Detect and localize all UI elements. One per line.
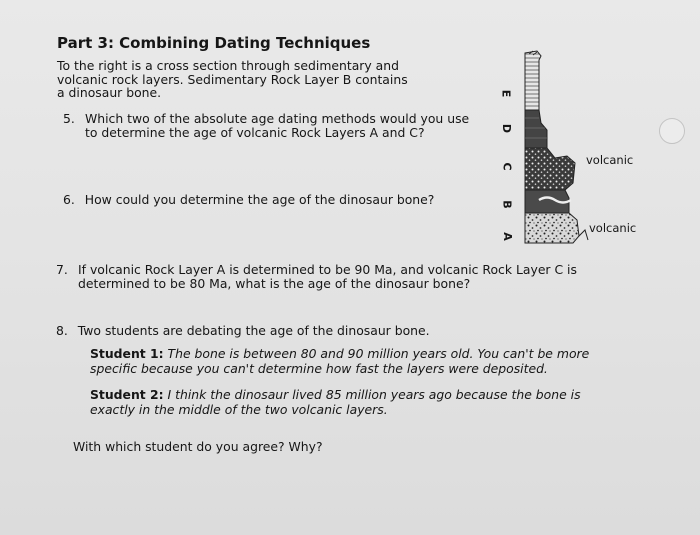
- question-5-text: Which two of the absolute age dating methods would you use to determine the age of volcanic Rock Layers A and C?: [85, 111, 470, 140]
- hole-punch: [659, 118, 685, 144]
- intro-paragraph: To the right is a cross section through sedimentary and volcanic rock layers. Sedimentary Rock Layer B contains a dinosaur bone.: [57, 58, 408, 100]
- label-layer-a: A: [500, 232, 514, 241]
- layer-b: [525, 190, 571, 213]
- question-5: [63, 112, 483, 140]
- layer-a-volcanic: [525, 213, 588, 243]
- question-8-text: Two students are debating the age of the dinosaur bone.: [77, 323, 430, 338]
- label-layer-e: E: [499, 89, 513, 98]
- student-1-name: Student 1:: [90, 346, 164, 361]
- label-layer-c: C: [500, 162, 514, 171]
- question-7: [56, 263, 616, 291]
- question-6: [63, 193, 434, 207]
- question-7-text: If volcanic Rock Layer A is determined to be 90 Ma, and volcanic Rock Layer C is determined to be 80 Ma, what is the age of the dinosaur bone?: [78, 262, 577, 291]
- question-7-number: 7.: [56, 262, 68, 277]
- label-layer-b: B: [500, 200, 514, 209]
- student-2-text: I think the dinosaur lived 85 million years ago because the bone is exactly in the middle of the two volcanic layers.: [90, 387, 581, 417]
- volcanic-label-lower: volcanic: [589, 221, 637, 235]
- student-2-name: Student 2:: [90, 387, 164, 402]
- label-layer-d: D: [500, 123, 514, 134]
- student-1-text: The bone is between 80 and 90 million years old. You can't be more specific because you can't determine how fast the layers were deposited.: [90, 346, 590, 376]
- part-title: Part 3: Combining Dating Techniques: [57, 34, 371, 52]
- layer-c-volcanic: [525, 148, 575, 190]
- layer-d: [525, 110, 547, 148]
- question-8: [56, 324, 636, 338]
- question-6-text: How could you determine the age of the dinosaur bone?: [84, 192, 435, 207]
- agree-prompt: With which student do you agree? Why?: [73, 439, 323, 454]
- student-1-statement: [90, 347, 620, 376]
- question-6-number: 6.: [63, 192, 75, 207]
- layer-e: [525, 51, 541, 110]
- volcanic-label-upper: volcanic: [586, 153, 634, 167]
- question-8-number: 8.: [56, 323, 68, 338]
- student-2-statement: [90, 388, 620, 417]
- question-5-number: 5.: [63, 111, 75, 126]
